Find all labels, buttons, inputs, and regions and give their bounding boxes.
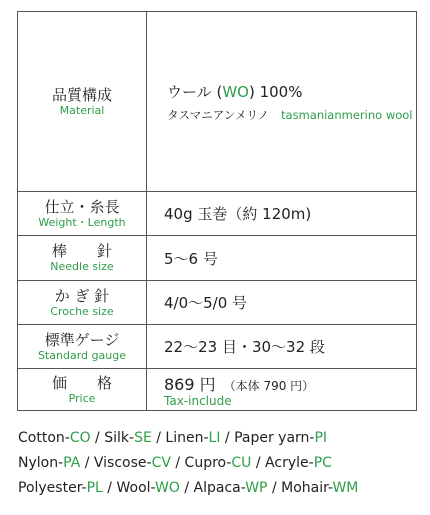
- fiber-name: / Paper yarn-: [220, 430, 315, 446]
- weight-row: [18, 191, 416, 235]
- fiber-code: CO: [69, 430, 91, 446]
- fiber-name: / Cupro-: [170, 455, 232, 471]
- fiber-code: CV: [151, 455, 171, 471]
- fiber-name: Cotton-: [18, 430, 70, 446]
- needle-value-cell: [164, 236, 218, 280]
- fiber-name: / Mohair-: [267, 480, 333, 496]
- fiber-line-1: [18, 426, 423, 451]
- gauge-row: [18, 324, 416, 368]
- material-sub-en: tasmanianmerino wool: [281, 107, 413, 122]
- gauge-label-jp: 標準ゲージ: [44, 330, 120, 349]
- material-label-en: Material: [59, 103, 105, 117]
- needle-label-en: Needle size: [50, 260, 114, 273]
- price-label-jp: 価 格: [51, 373, 112, 392]
- croche-row: [18, 280, 416, 324]
- needle-row: [18, 235, 416, 280]
- needle-label-cell: [18, 236, 147, 280]
- material-value-cell: [167, 12, 413, 191]
- fiber-code: WO: [155, 480, 180, 496]
- fiber-name: / Wool-: [102, 480, 156, 496]
- croche-label-cell: [18, 281, 147, 324]
- material-percent: 100%: [259, 82, 303, 101]
- price-amount: 869 円: [164, 374, 216, 394]
- weight-value: 40g 玉巻（約 120m): [164, 205, 312, 223]
- fiber-line-3: [18, 476, 423, 501]
- price-label-cell: [18, 369, 147, 410]
- fiber-name: / Linen-: [151, 430, 209, 446]
- price-tax: Tax-include: [164, 393, 232, 408]
- fiber-code: SE: [134, 430, 152, 446]
- gauge-label-cell: [18, 325, 147, 368]
- fiber-code: PC: [313, 455, 332, 471]
- fiber-code: CU: [231, 455, 252, 471]
- price-label-en: Price: [68, 391, 96, 405]
- price-value: [164, 372, 314, 395]
- fiber-legend: [18, 426, 423, 501]
- material-value: ウール (WO) 100%: [167, 82, 303, 101]
- fiber-code: WM: [332, 480, 359, 496]
- spec-table: [17, 11, 417, 411]
- needle-value: 5〜6 号: [164, 249, 218, 268]
- fiber-name: / Acryle-: [251, 455, 314, 471]
- croche-value-cell: [164, 281, 247, 324]
- croche-label-jp: か ぎ 針: [54, 286, 110, 305]
- fiber-code: WP: [245, 480, 268, 496]
- needle-label-jp: 棒 針: [51, 242, 112, 260]
- fiber-code: PL: [86, 480, 103, 496]
- price-row: [18, 368, 416, 410]
- weight-label-cell: [18, 192, 147, 235]
- price-base-note: （本体 790 円）: [223, 378, 315, 393]
- material-code: WO: [222, 82, 249, 101]
- fiber-name: Polyester-: [18, 480, 87, 496]
- gauge-value-cell: [164, 325, 325, 368]
- material-row: [18, 12, 416, 191]
- material-fiber: ウール: [167, 82, 212, 101]
- fiber-code: PI: [314, 430, 328, 446]
- fiber-name: / Alpaca-: [179, 480, 246, 496]
- croche-label-en: Croche size: [50, 304, 114, 318]
- croche-value: 4/0〜5/0 号: [164, 294, 248, 312]
- weight-value-cell: [164, 192, 311, 235]
- gauge-label-en: Standard gauge: [38, 348, 126, 362]
- weight-label-jp: 仕立・糸長: [44, 197, 120, 216]
- material-sub: [167, 107, 413, 123]
- material-sub-jp: タスマニアンメリノ: [167, 107, 270, 122]
- fiber-code: LI: [208, 430, 221, 446]
- material-label-cell: [18, 12, 147, 191]
- price-value-cell: [164, 369, 314, 410]
- fiber-code: PA: [63, 455, 81, 471]
- material-label-jp: 品質構成: [51, 85, 112, 104]
- fiber-name: / Silk-: [90, 430, 135, 446]
- fiber-line-2: [18, 451, 423, 476]
- gauge-value: 22〜23 目・30〜32 段: [164, 338, 325, 356]
- fiber-name: / Viscose-: [80, 455, 152, 471]
- fiber-name: Nylon-: [18, 455, 64, 471]
- weight-label-en: Weight・Length: [38, 215, 126, 229]
